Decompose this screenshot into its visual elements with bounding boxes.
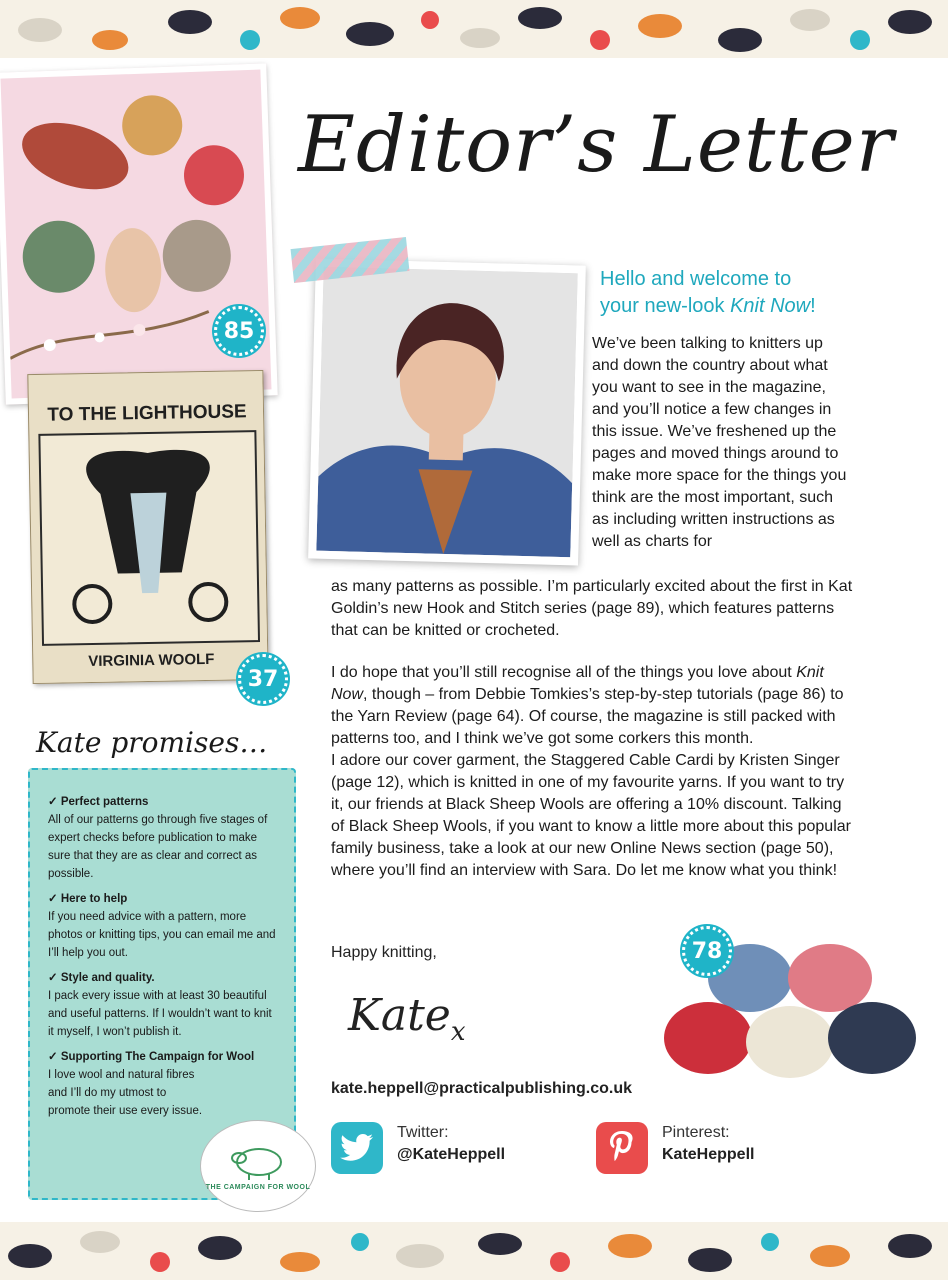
promise-text: If you need advice with a pattern, more photos or knitting tips, you can email me and I’ll help you out. [48,911,276,959]
book-title: TO THE LIGHTHOUSE [47,401,247,426]
campaign-for-wool-text: THE CAMPAIGN FOR WOOL [205,1183,311,1191]
pinterest-handle[interactable]: KateHeppell [662,1146,755,1163]
signature-kiss: x [450,1016,466,1047]
twitter-label: Twitter: [397,1124,449,1141]
letter-paragraph-1-part-a: We’ve been talking to knitters up and down the country about what you want to see in the magazine, and you’ll notice a few changes in this issue. We’ve freshened up the pages and moved things around to make more space for the things you think are the most important, such as including written instructions as well as charts for [592,335,847,550]
decorative-cat-border-bottom [0,1222,948,1280]
promise-heading: ✓ Perfect patterns [48,796,149,808]
editor-portrait-photo [308,259,586,566]
pinterest-label: Pinterest: [662,1124,730,1141]
page-badge-37: 37 [238,654,288,704]
promise-heading: ✓ Supporting The Campaign for Wool [48,1051,255,1063]
book-cover-photo [27,370,268,684]
sheep-icon [229,1142,287,1180]
editor-email-link[interactable]: kate.heppell@practicalpublishing.co.uk [331,1080,632,1097]
twitter-handle[interactable]: @KateHeppell [397,1146,506,1163]
promise-text: All of our patterns go through five stages of expert checks before publication to make sure that they are as clear and correct as possible. [48,814,268,880]
letter-paragraph-2-b: , though – from Debbie Tomkies’s step-by-step tutorials (page 86) to the Yarn Review (page 64). Of course, the magazine is still packed with patterns too, and I think we’ve got some corkers this month. [331,686,844,747]
pinterest-contact[interactable] [596,1122,754,1174]
promise-text: I pack every issue with at least 30 beautiful and useful patterns. If I wouldn’t want to knit it myself, I won’t publish it. [48,990,272,1038]
letter-paragraph-1-top [592,333,852,553]
signature [348,990,466,1047]
page-title: Editor’s Letter [298,100,895,190]
promise-heading: ✓ Style and quality. [48,972,155,984]
promise-item [48,891,280,962]
promise-item [48,970,280,1041]
letter-body [331,576,853,882]
promise-heading: ✓ Here to help [48,893,128,905]
welcome-line-1: Hello and welcome to [600,268,792,290]
welcome-line-2-suffix: ! [810,295,816,317]
letter-paragraph-3: I adore our cover garment, the Staggered Cable Cardi by Kristen Singer (page 12), which is knitted in one of my favourite yarns. If you want to try it, our friends at Black Sheep Wools are offering a 10% discount. Talking of Black Sheep Wools, if you want to know a little more about this popular family business, take a look at our new Online News section (page 50), where you’ll find an interview with Sara. Do let me know what you think! [331,752,851,879]
welcome-line-2 [600,293,930,320]
decorative-cat-border-top [0,0,948,58]
letter-paragraph-2-a: I do hope that you’ll still recognise all of the things you love about [331,664,797,681]
twitter-icon[interactable] [331,1122,383,1174]
promise-item [48,794,280,883]
signoff: Happy knitting, [331,944,437,961]
campaign-for-wool-logo [200,1120,316,1212]
signature-name: Kate [348,990,451,1041]
page-badge-78: 78 [682,926,732,976]
promises-title: Kate promises… [36,726,268,759]
letter-paragraph-2 [331,662,853,750]
pinterest-icon[interactable] [596,1122,648,1174]
magazine-name: Knit Now [730,295,811,317]
promise-item [48,1049,255,1120]
letter-paragraph-1-part-b: as many patterns as possible. I’m particularly excited about the first in Kat Goldin’s new Hook and Stitch series (page 89), which features patterns that can be knitted or crocheted. [331,578,853,639]
welcome-heading [600,266,930,320]
page-badge-85: 85 [214,306,264,356]
welcome-line-2-prefix: your new-look [600,295,731,317]
promise-text: I love wool and natural fibres and I’ll do my utmost to promote their use every issue. [48,1069,203,1117]
letter-paragraph-2-italic: Knit Now [331,664,824,703]
book-author: VIRGINIA WOOLF [88,650,215,671]
twitter-contact[interactable] [331,1122,505,1174]
